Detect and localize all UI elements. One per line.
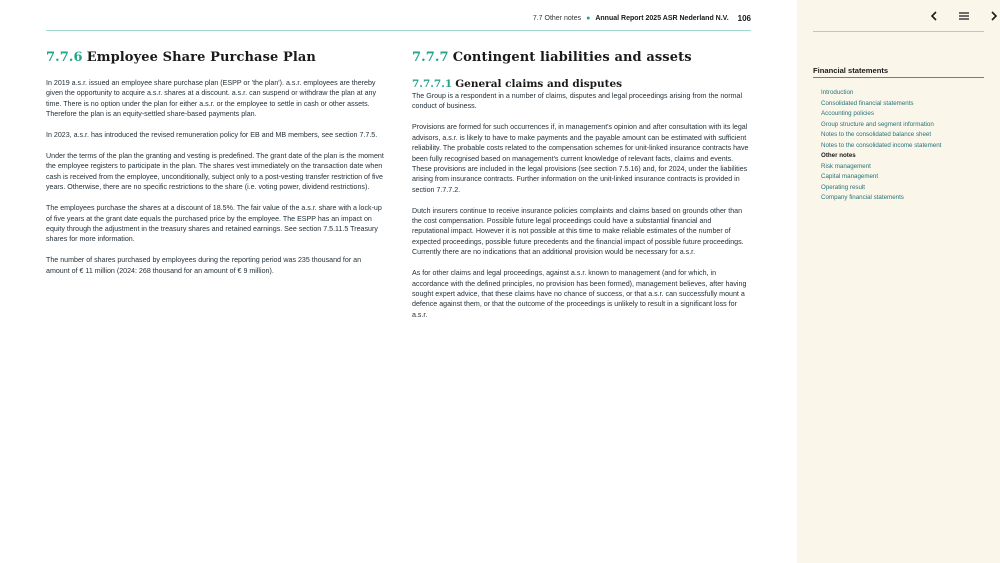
paragraph: The Group is a respondent in a number of claims, disputes and legal proceedings arising from the normal conduct of business.	[412, 92, 743, 111]
sidebar-heading-underline	[813, 77, 984, 78]
subsection-title: General claims and disputes	[455, 78, 623, 90]
menu-button[interactable]	[955, 10, 973, 22]
section-number: 7.7.6	[46, 50, 83, 65]
paragraph: As for other claims and legal proceedings, against a.s.r. known to management (and for which, in accordance with the defined principles, no provision has been formed), management believes, after having sought expert advice, that these claims have no chance of success, or that a.s.r. can successfully mount a defence against them, or that the outcome of the proceedings is unlikely to result in a significant loss for a.s.r.	[412, 269, 747, 319]
subsection-number: 7.7.7.1	[412, 78, 453, 90]
header-separator-dot-icon: ●	[586, 15, 591, 22]
header-section-ref: 7.7 Other notes	[532, 15, 582, 22]
paragraph: The employees purchase the shares at a discount of 18.5%. The fair value of the a.s.r. share with a lock-up of five years at the grant date equals the purchased price by the employee. The ESPP has an impact on equity through the adjustment in the treasury shares and retained earnings. See section 7.5.11.5 Treasury shares for more information.	[46, 204, 382, 244]
sidebar-item-notes-to-the-consolidated-income-statement[interactable]: Notes to the consolidated income statement	[821, 141, 942, 149]
sidebar-item-capital-management[interactable]: Capital management	[821, 173, 879, 180]
subsection-heading-claims	[412, 78, 750, 90]
sidebar-item-group-structure-and-segment-information[interactable]: Group structure and segment information	[821, 120, 934, 128]
paragraph: In 2023, a.s.r. has introduced the revised remuneration policy for EB and MB members, see section 7.7.5.	[46, 131, 378, 140]
navigation-sidebar	[797, 0, 1000, 563]
paragraph: Dutch insurers continue to receive insurance policies complaints and claims based on grounds other than the cost compensation. Possible future legal proceedings could have a substantial financial and reputational impact. However it is not possible at this time to make reliable estimates of the number of expected proceedings, possible future precedents and the financial impact of possible future proceedings. Currently there are no indications that an additional provision would be necessary for a.s.r.	[412, 206, 744, 257]
sidebar-item-other-notes[interactable]: Other notes	[821, 152, 856, 159]
chevron-right-icon	[990, 11, 998, 21]
next-page-button[interactable]	[985, 10, 1000, 22]
sidebar-top-divider	[813, 31, 984, 32]
header-report-title: Annual Report 2025 ASR Nederland N.V.	[595, 15, 729, 22]
sidebar-item-risk-management[interactable]: Risk management	[821, 162, 871, 170]
sidebar-item-notes-to-the-consolidated-balance-sheet[interactable]: Notes to the consolidated balance sheet	[821, 131, 932, 138]
sidebar-item-company-financial-statements[interactable]: Company financial statements	[821, 194, 904, 201]
section-title: Employee Share Purchase Plan	[86, 50, 316, 65]
paragraph: In 2019 a.s.r. issued an employee share purchase plan (ESPP or 'the plan'). a.s.r. employees are thereby given the opportunity to acquire a.s.r. shares at a discount. a.s.r. can suspend or withdraw the plan at any time. There is no option under the plan for either a.s.r. or the employee to settle in cash or other assets. Therefore the plan is an equity-settled share-based payments plan.	[46, 79, 377, 119]
section-number: 7.7.7	[412, 50, 449, 65]
section-heading-espp	[46, 50, 384, 65]
page-number: 106	[737, 14, 751, 23]
sidebar-item-accounting-policies[interactable]: Accounting policies	[821, 110, 874, 117]
page-nav-controls	[925, 10, 1000, 22]
paragraph: Under the terms of the plan the granting and vesting is predefined. The grant date of the plan is the moment the employee registers to participate in the plan. The shares vest immediately on the transaction date when cash is received from the employee, unconditionally, subject only to a post-vesting transfer restriction of five years. Otherwise, there are no specific restrictions to the share (i.e. voting power, dividend restrictions).	[46, 152, 384, 192]
paragraph: Provisions are formed for such occurrences if, in management's opinion and after consultation with its legal advisors, a.s.r. is likely to have to make payments and the payable amount can be estimated with sufficient reliability. The probable costs related to the compensation schemes for unit-linked insurance contracts have been fully recognised based on management's current knowledge of relevant facts, claims and events. These provisions are included in the legal provisions (see section 7.5.16) and, for 2024, under the liabilities arising from insurance contracts. Further information on the unit-linked insurance contracts is provided in section 7.7.7.2.	[412, 123, 749, 194]
right-column	[412, 50, 750, 331]
previous-page-button[interactable]	[925, 10, 943, 22]
sidebar-item-consolidated-financial-statements[interactable]: Consolidated financial statements	[821, 99, 914, 107]
section-title: Contingent liabilities and assets	[452, 50, 692, 65]
sidebar-heading[interactable]: Financial statements	[813, 66, 889, 75]
hamburger-menu-icon	[959, 12, 969, 20]
header-divider	[46, 30, 751, 31]
section-heading-contingent	[412, 50, 750, 65]
chevron-left-icon	[930, 11, 938, 21]
sidebar-item-introduction[interactable]: Introduction	[821, 89, 854, 96]
sidebar-nav-list	[821, 88, 941, 204]
sidebar-item-operating-result[interactable]: Operating result	[821, 183, 866, 191]
page-header	[533, 14, 751, 23]
paragraph: The number of shares purchased by employees during the reporting period was 235 thousand for an amount of € 11 million (2024: 268 thousand for an amount of € 9 million).	[46, 256, 362, 275]
left-column	[46, 50, 384, 287]
